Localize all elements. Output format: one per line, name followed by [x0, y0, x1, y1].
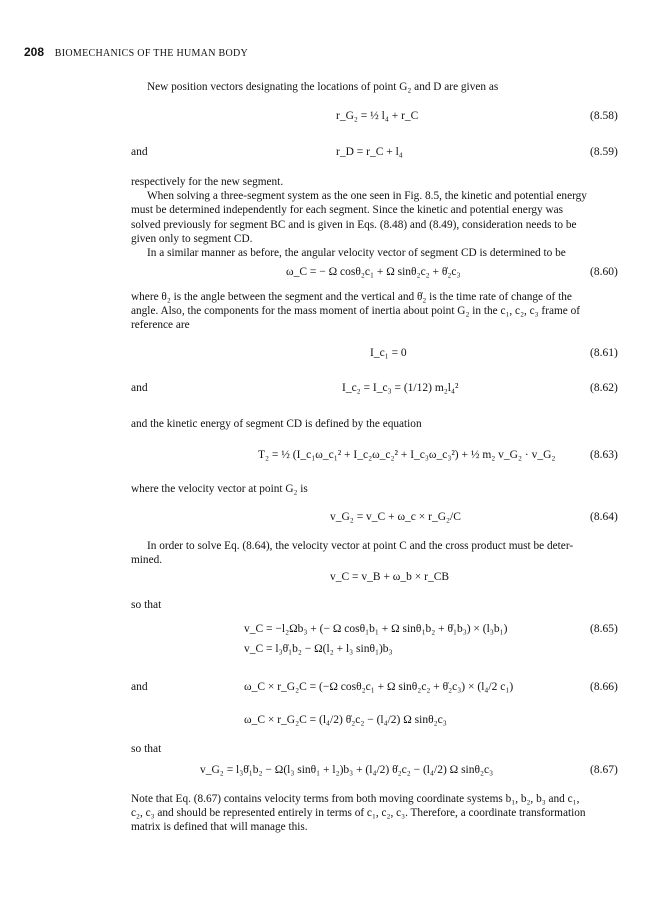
text-line: where θ₂ is the angle between the segment and the vertical and θ̇₂ is the time rate of change of the	[131, 291, 572, 303]
text-line: must be determined independently for each segment. Since the kinetic and potential energy was	[131, 204, 564, 217]
equation-number: (8.59)	[590, 146, 618, 158]
text-line: mined.	[131, 554, 163, 567]
label-and: and	[131, 681, 148, 693]
label-so-that: so that	[131, 743, 162, 755]
equation-number: (8.61)	[590, 347, 618, 359]
equation-8-65-line-2: v_C = l₃θ̇₁b₂ − Ω(l₂ + l₃ sinθ₁)b₃	[244, 643, 393, 655]
running-title: BIOMECHANICS OF THE HUMAN BODY	[54, 48, 249, 59]
equation-8-63: T₂ = ½ (I_c₁ω_c₁² + I_c₂ω_c₂² + I_c₃ω_c₃²) + ½ m₂ v_G₂ · v_G₂	[258, 449, 556, 461]
equation-number: (8.62)	[590, 382, 618, 394]
equation-number: (8.63)	[590, 449, 618, 461]
equation-number: (8.66)	[590, 681, 618, 693]
label-so-that: so that	[131, 599, 162, 611]
text-line: c₂, c₃ and should be represented entirely in terms of c₁, c₂, c₃. Therefore, a coordinate transformation	[131, 807, 586, 820]
running-head	[24, 45, 248, 59]
paragraph-3	[131, 290, 580, 333]
text-line: When solving a three-segment system as the one seen in Fig. 8.5, the kinetic and potential energy	[147, 190, 587, 203]
text-line: In a similar manner as before, the angular velocity vector of segment CD is determined to be	[147, 247, 566, 260]
equation-8-64: v_G₂ = v_C + ω_c × r_G₂/C	[330, 511, 461, 523]
text-line: given only to segment CD.	[131, 232, 253, 245]
equation-8-65-line-1: v_C = −l₂Ωb₃ + (− Ω cosθ₁b₁ + Ω sinθ₁b₂ + θ̇₁b₃) × (l₃b₁)	[244, 623, 508, 635]
equation-number: (8.67)	[590, 764, 618, 776]
paragraph-4: and the kinetic energy of segment CD is defined by the equation	[131, 418, 422, 430]
text-line: reference are	[131, 319, 190, 332]
equation-8-60: ω_C = − Ω cosθ₂c₁ + Ω sinθ₂c₂ + θ̇₂c₃	[286, 266, 461, 278]
equation-8-61: I_c₁ = 0	[370, 347, 407, 359]
equation-8-67: v_G₂ = l₃θ̇₁b₂ − Ω(l₃ sinθ₁ + l₂)b₃ + (l₄/2) θ̇₂c₂ − (l₄/2) Ω sinθ₂c₃	[200, 764, 494, 776]
paragraph-1: New position vectors designating the locations of point G₂ and D are given as	[147, 81, 499, 93]
label-and: and	[131, 382, 148, 394]
equation-8-66-line-1: ω_C × r_G₂C = (−Ω cosθ₂c₁ + Ω sinθ₂c₂ + θ̇₂c₃) × (l₄/2 c₁)	[244, 681, 514, 693]
equation-8-58: r_G₂ = ½ l₄ + r_C	[336, 110, 419, 122]
label-and: and	[131, 146, 148, 158]
equation-8-62: I_c₂ = I_c₃ = (1/12) m₂l₄²	[342, 382, 459, 394]
paragraph-6	[131, 539, 573, 567]
equation-number: (8.60)	[590, 266, 618, 278]
equation-number: (8.65)	[590, 623, 618, 635]
text-line: matrix is defined that will manage this.	[131, 821, 308, 834]
equation-number: (8.64)	[590, 511, 618, 523]
paragraph-5: where the velocity vector at point G₂ is	[131, 483, 308, 495]
text-line: solved previously for segment BC and is given in Eqs. (8.48) and (8.49), consideration needs to be	[131, 218, 577, 231]
text-line: angle. Also, the components for the mass moment of inertia about point G₂ in the c₁, c₂, c₃ frame of	[131, 305, 581, 318]
paragraph-7	[131, 792, 586, 835]
equation-vc: v_C = v_B + ω_b × r_CB	[330, 571, 450, 583]
text-line: In order to solve Eq. (8.64), the velocity vector at point C and the cross product must be deter-	[147, 540, 574, 552]
equation-8-66-line-2: ω_C × r_G₂C = (l₄/2) θ̇₂c₂ − (l₄/2) Ω sinθ₂c₃	[244, 714, 447, 726]
equation-number: (8.58)	[590, 110, 618, 122]
text-line: Note that Eq. (8.67) contains velocity terms from both moving coordinate systems b₁, b₂, b₃ and c₁,	[131, 793, 580, 805]
paragraph-2	[131, 175, 587, 260]
equation-8-59: r_D = r_C + l₄	[336, 146, 403, 158]
page-number: 208	[24, 45, 45, 59]
text-line: respectively for the new segment.	[131, 176, 284, 188]
